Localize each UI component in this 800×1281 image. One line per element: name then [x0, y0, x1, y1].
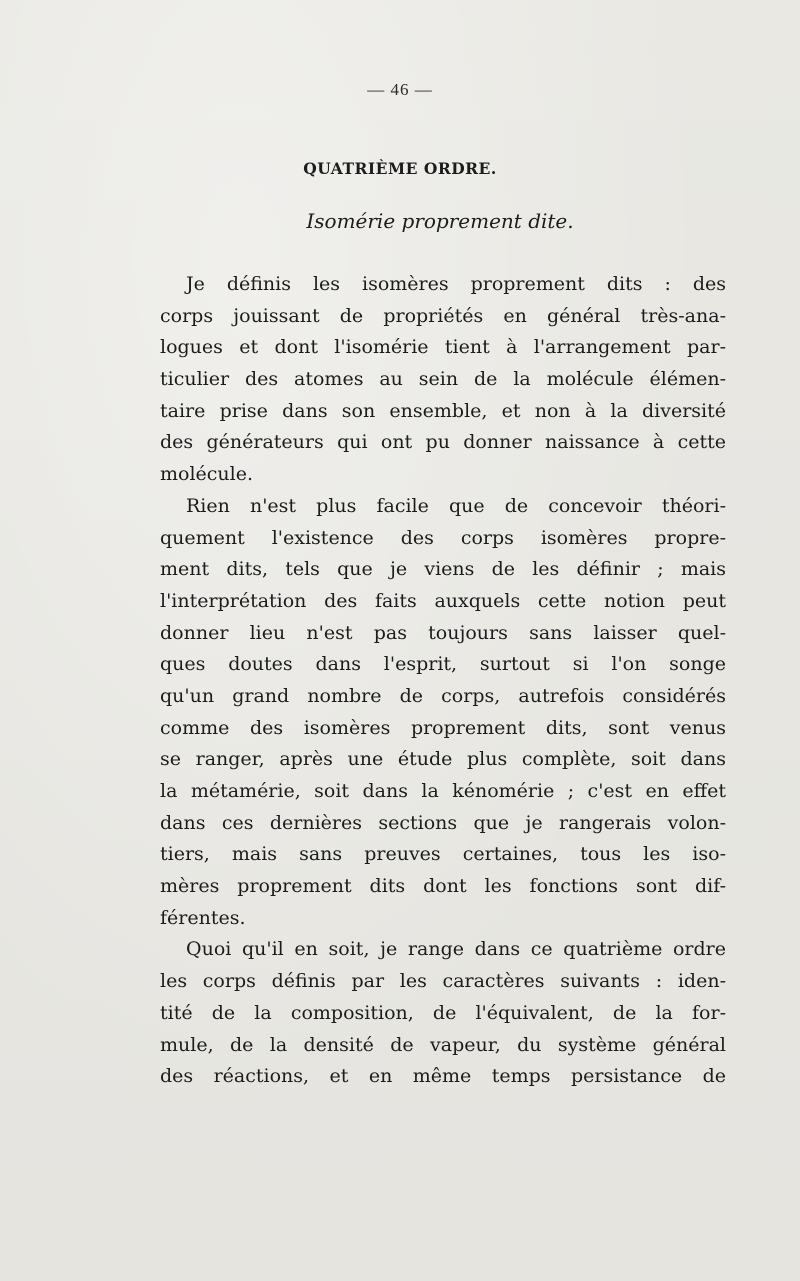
- text-line: mule, de la densité de vapeur, du système général: [160, 1033, 726, 1056]
- text-line: taire prise dans son ensemble, et non à la diversité: [160, 399, 726, 422]
- text-line: logues et dont l'isomérie tient à l'arrangement par-: [160, 336, 726, 359]
- text-line: qu'un grand nombre de corps, autrefois considérés: [160, 684, 726, 707]
- text-line: des réactions, et en même temps persistance de: [160, 1065, 726, 1088]
- paragraph: [160, 269, 726, 491]
- text-line: ment dits, tels que je viens de les définir ; mais: [160, 558, 726, 581]
- page-number: — 46 —: [367, 80, 433, 99]
- text-line: tité de la composition, de l'équivalent, de la for-: [160, 1001, 726, 1024]
- text-line: férentes.: [160, 906, 246, 929]
- paragraph: [160, 491, 726, 935]
- text-line: dans ces dernières sections que je rangerais volon-: [160, 811, 726, 834]
- text-line: les corps définis par les caractères suivants : iden-: [160, 970, 726, 993]
- section-heading: QUATRIÈME ORDRE.: [303, 159, 497, 178]
- text-line: molécule.: [160, 463, 254, 486]
- section-subtitle: Isomérie proprement dite.: [306, 209, 574, 233]
- text-line: donner lieu n'est pas toujours sans laisser quel-: [160, 621, 726, 644]
- text-line: la métamérie, soit dans la kénomérie ; c'est en effet: [160, 780, 726, 802]
- paragraph: [160, 934, 726, 1092]
- text-line: Quoi qu'il en soit, je range dans ce quatrième ordre: [186, 938, 726, 961]
- text-line: se ranger, après une étude plus complète, soit dans: [160, 748, 726, 771]
- text-line: ticulier des atomes au sein de la molécule élémen-: [160, 368, 726, 391]
- text-line: corps jouissant de propriétés en général très-ana-: [160, 304, 726, 327]
- text-line: des générateurs qui ont pu donner naissance à cette: [160, 431, 726, 454]
- text-line: mères proprement dits dont les fonctions sont dif-: [160, 875, 726, 898]
- text-line: Je définis les isomères proprement dits : des: [186, 273, 726, 295]
- text-line: l'interprétation des faits auxquels cette notion peut: [160, 589, 726, 612]
- body-text: [160, 269, 726, 1093]
- text-line: comme des isomères proprement dits, sont venus: [160, 716, 726, 739]
- text-line: Rien n'est plus facile que de concevoir théori-: [186, 494, 726, 517]
- text-line: ques doutes dans l'esprit, surtout si l'on songe: [160, 653, 726, 676]
- text-line: quement l'existence des corps isomères propre-: [160, 526, 726, 549]
- text-line: tiers, mais sans preuves certaines, tous les iso-: [160, 843, 726, 866]
